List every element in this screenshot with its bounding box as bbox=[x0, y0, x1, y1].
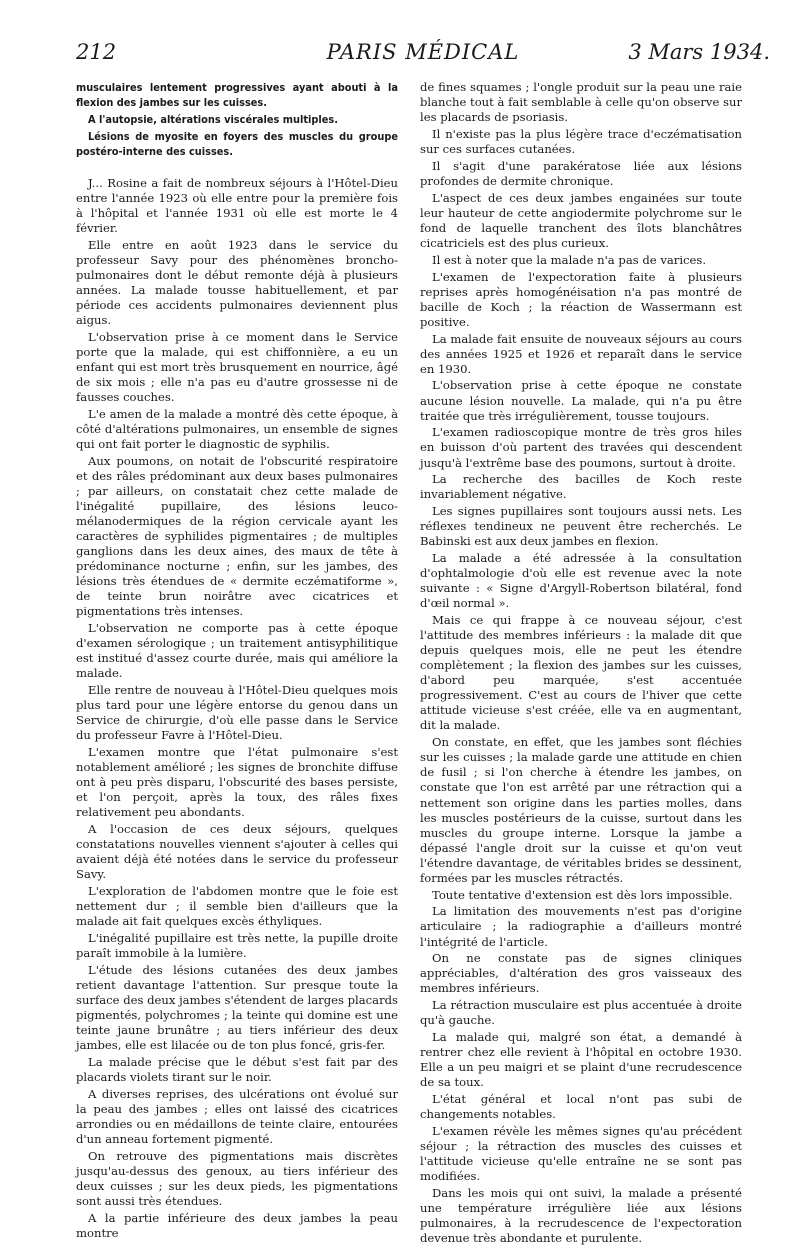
text-paragraph: La malade fait ensuite de nouveaux séjours au cours des années 1925 et 1926 et reparaît dans le service en 1930. bbox=[420, 331, 742, 376]
text-paragraph: Mais ce qui frappe à ce nouveau séjour, c'est l'attitude des membres inférieurs : la malade dit que depuis quelques mois, elle ne peut les étendre complètement ; la flexion des jambes sur les cuisses, d'abord peu marquée, s'est accentuée progressivement. C'est au cours de l'hiver que cette attitude vicieuse s'est créée, elle va en augmentant, dit la malade. bbox=[420, 613, 742, 733]
text-paragraph: Il n'existe pas la plus légère trace d'eczématisation sur ces surfaces cutanées. bbox=[420, 126, 742, 156]
issue-date: 3 Mars 1934. bbox=[628, 40, 770, 64]
summary-paragraph: A l'autopsie, altérations viscérales multiples. bbox=[88, 112, 338, 126]
text-paragraph: L'exploration de l'abdomen montre que le foie est nettement dur ; il semble bien d'ailleurs que la malade ait fait quelques excès éthyliques. bbox=[76, 884, 398, 929]
summary-paragraph: musculaires lentement progressives ayant abouti à la flexion des jambes sur les cuisses. bbox=[76, 81, 398, 110]
text-paragraph: L'observation ne comporte pas à cette époque d'examen sérologique ; un traitement antisyphilitique est institué d'assez courte durée, mais qui améliore la malade. bbox=[76, 621, 398, 681]
text-paragraph: Elle rentre de nouveau à l'Hôtel-Dieu quelques mois plus tard pour une légère entorse du genou dans un Service de chirurgie, d'où elle passe dans le Service du professeur Favre à l'Hôtel-Dieu. bbox=[76, 683, 398, 743]
text-paragraph: L'e amen de la malade a montré dès cette époque, à côté d'altérations pulmonaires, un ensemble de signes qui ont fait porter le diagnostic de syphilis. bbox=[76, 406, 398, 452]
text-paragraph: L'examen révèle les mêmes signes qu'au précédent séjour ; la rétraction des muscles des cuisses et l'attitude vicieuse qu'elle entraîne ne se sont pas modifiées. bbox=[420, 1124, 742, 1184]
text-paragraph: Elle entre en août 1923 dans le service du professeur Savy pour des phénomènes broncho-pulmonaires dont le début remonte déjà à plusieurs années. La malade tousse habituellement, et par période ces accidents pulmonaires deviennent plus aigus. bbox=[76, 237, 398, 328]
text-paragraph: Dans les mois qui ont suivi, la malade a présenté une température irrégulière liée aux lésions pulmonaires, à la recrudescence de l'expectoration devenue très abondante et purulente. bbox=[420, 1186, 742, 1246]
text-paragraph: de fines squames ; l'ongle produit sur la peau une raie blanche tout à fait semblable à celle qu'on observe sur les placards de psoriasis. bbox=[420, 80, 742, 125]
page-header bbox=[76, 40, 770, 70]
text-paragraph: Il s'agit d'une parakératose liée aux lésions profondes de dermite chronique. bbox=[420, 158, 742, 188]
text-paragraph: A la partie inférieure des deux jambes la peau montre bbox=[76, 1210, 398, 1240]
text-paragraph: Les signes pupillaires sont toujours aussi nets. Les réflexes tendineux ne peuvent être recherchés. Le Babinski est aux deux jambes en flexion. bbox=[420, 504, 742, 549]
text-paragraph: L'étude des lésions cutanées des deux jambes retient davantage l'attention. Sur presque toute la surface des deux jambes s'étendent de larges placards pigmentés, polychromes ; la teinte qui domine est une teinte jaune brunâtre ; au tiers inférieur des deux jambes, elle est lilacée ou de ton plus foncé, gris-fer. bbox=[76, 962, 398, 1053]
text-paragraph: La recherche des bacilles de Koch reste invariablement négative. bbox=[420, 472, 742, 502]
text-paragraph: La malade a été adressée à la consultation d'ophtalmologie d'où elle est revenue avec la note suivante : « Signe d'Argyll-Robertson bilatéral, fond d'œil normal ». bbox=[420, 551, 742, 611]
left-column bbox=[76, 80, 398, 1243]
text-paragraph: A diverses reprises, des ulcérations ont évolué sur la peau des jambes ; elles ont laissé des cicatrices arrondies ou en médaillons de teinte claire, entourées d'un anneau fortement pigmenté. bbox=[76, 1086, 398, 1147]
text-paragraph: La malade précise que le début s'est fait par des placards violets tirant sur le noir. bbox=[76, 1055, 398, 1085]
summary-paragraph: Lésions de myosite en foyers des muscles du groupe postéro-interne des cuisses. bbox=[76, 129, 398, 158]
text-paragraph: Aux poumons, on notait de l'obscurité respiratoire et des râles prédominant aux deux bases pulmonaires ; par ailleurs, on constatait chez cette malade de l'inégalité pupillaire, des lésions leuco-mélanodermiques de la région cervicale ayant les caractères de syphilides pigmentaires ; de multiples ganglions dans les deux aines, des maux de tête à prédominance nocturne ; enfin, sur les jambes, des lésions très étendues de « dermite eczématiforme », de teinte brun noirâtre avec cicatrices et pigmentations très intenses. bbox=[76, 453, 398, 619]
journal-title: PARIS MÉDICAL bbox=[326, 40, 520, 64]
text-paragraph: Toute tentative d'extension est dès lors impossible. bbox=[432, 887, 733, 902]
text-paragraph: Il est à noter que la malade n'a pas de varices. bbox=[432, 252, 707, 267]
page-number: 212 bbox=[76, 40, 117, 64]
text-paragraph: L'examen de l'expectoration faite à plusieurs reprises après homogénéisation n'a pas montré de bacille de Koch ; la réaction de Wassermann est positive. bbox=[420, 269, 742, 329]
text-paragraph: La limitation des mouvements n'est pas d'origine articulaire ; la radiographie a d'ailleurs montré l'intégrité de l'article. bbox=[420, 904, 742, 949]
text-paragraph: On retrouve des pigmentations mais discrètes jusqu'au-dessus des genoux, au tiers inférieur des deux cuisses ; sur les deux pieds, les pigmentations sont aussi très étendues. bbox=[76, 1148, 398, 1209]
text-paragraph: L'observation prise à ce moment dans le Service porte que la malade, qui est chiffonnière, a eu un enfant qui est mort très brusquement en nourrice, âgé de six mois ; elle n'a pas eu d'autre grossesse ni de fausses couches. bbox=[76, 329, 398, 405]
text-paragraph: L'aspect de ces deux jambes engainées sur toute leur hauteur de cette angiodermite polychrome sur le fond de laquelle tranchent des îlots blanchâtres cicatriciels est des plus curieux. bbox=[420, 190, 742, 250]
text-paragraph: L'examen montre que l'état pulmonaire s'est notablement amélioré ; les signes de bronchite diffuse ont à peu près disparu, l'obscurité des bases persiste, et l'on perçoit, après la toux, des râles fixes relativement peu abondants. bbox=[76, 745, 398, 820]
text-paragraph: J... Rosine a fait de nombreux séjours à l'Hôtel-Dieu entre l'année 1923 où elle entre pour la première fois à l'hôpital et l'année 1931 où elle est morte le 4 février. bbox=[76, 175, 398, 235]
text-paragraph: L'état général et local n'ont pas subi de changements notables. bbox=[420, 1092, 742, 1122]
text-paragraph: L'examen radioscopique montre de très gros hiles en buisson d'où partent des travées qui descendent jusqu'à l'extrême base des poumons, surtout à droite. bbox=[420, 425, 742, 470]
text-paragraph: On constate, en effet, que les jambes sont fléchies sur les cuisses ; la malade garde une attitude en chien de fusil ; si l'on cherche à étendre les jambes, on constate que l'on est arrêté par une rétraction qui a nettement son origine dans les parties molles, dans les muscles postérieurs de la cuisse, surtout dans les muscles du groupe interne. Lorsque la jambe a dépassé l'angle droit sur la cuisse et qu'on veut l'étendre davantage, de véritables brides se dessinent, formées par les muscles rétractés. bbox=[420, 735, 742, 885]
text-paragraph: La malade qui, malgré son état, a demandé à rentrer chez elle revient à l'hôpital en octobre 1930. Elle a un peu maigri et se plaint d'une recrudescence de sa toux. bbox=[420, 1030, 742, 1090]
text-paragraph: La rétraction musculaire est plus accentuée à droite qu'à gauche. bbox=[420, 998, 742, 1028]
text-paragraph: L'inégalité pupillaire est très nette, la pupille droite paraît immobile à la lumière. bbox=[76, 931, 398, 961]
text-paragraph: On ne constate pas de signes cliniques appréciables, d'altération des gros vaisseaux des membres inférieurs. bbox=[420, 951, 742, 996]
text-paragraph: L'observation prise à cette époque ne constate aucune lésion nouvelle. La malade, qui n'a pu être traitée que très irrégulièrement, tousse toujours. bbox=[420, 378, 742, 423]
text-paragraph: A l'occasion de ces deux séjours, quelques constatations nouvelles viennent s'ajouter à celles qui avaient déjà été notées dans le service du professeur Savy. bbox=[76, 822, 398, 882]
right-column bbox=[420, 80, 742, 1248]
